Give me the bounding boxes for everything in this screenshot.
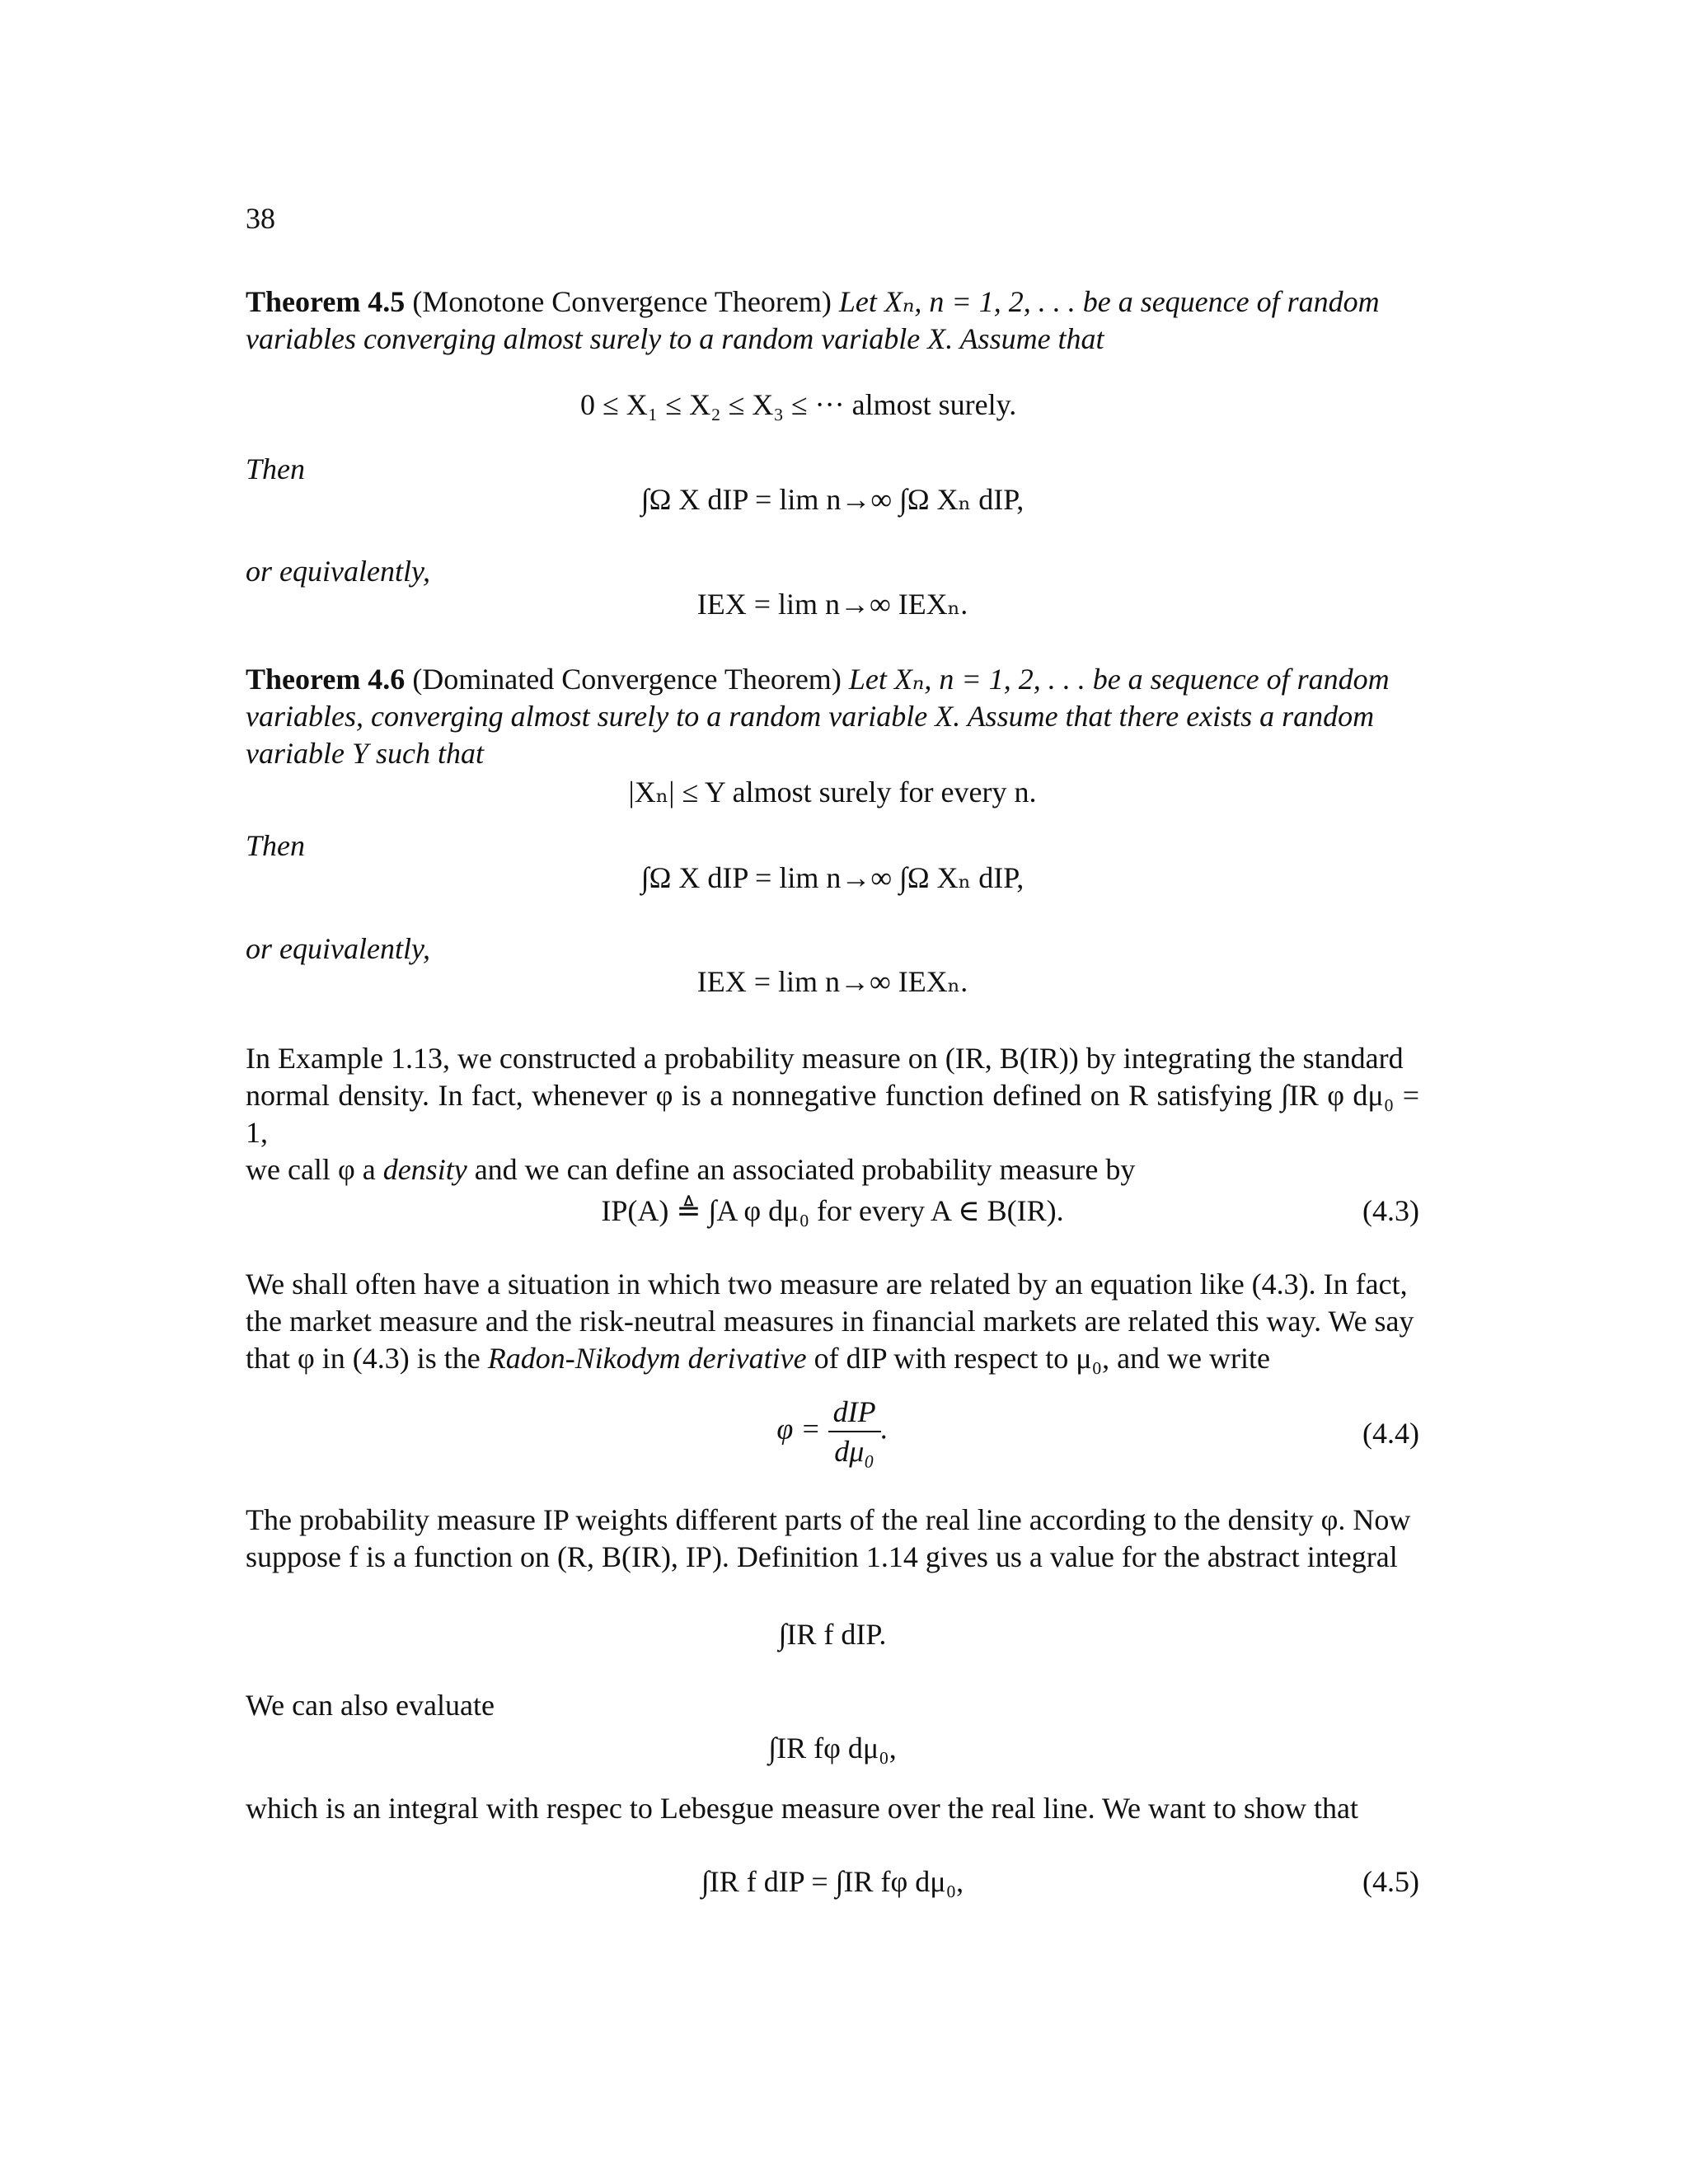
equation-4-4-lhs: φ =: [776, 1412, 821, 1446]
abstract-integral-line2: suppose f is a function on (R, B(IR), IP). Definition 1.14 gives us a value for the abstract integral: [246, 1540, 1398, 1573]
also-evaluate-text: We can also evaluate: [246, 1689, 495, 1722]
density-paragraph-line1: In Example 1.13, we constructed a probability measure on (IR, B(IR)) by integrating the standard: [246, 1042, 1404, 1075]
equation-4-4-number: (4.4): [1362, 1417, 1419, 1450]
density-paragraph-line3-post: and we can define an associated probability measure by: [474, 1153, 1136, 1186]
radon-nikodym-line3-pre: that φ in (4.3) is the: [246, 1342, 481, 1375]
theorem-4-6-then: Then: [246, 829, 305, 862]
equation-4-4-fraction: [828, 1393, 881, 1470]
theorem-4-5-line2: variables converging almost surely to a random variable X. Assume that: [246, 322, 1104, 355]
density-paragraph-line2: normal density. In fact, whenever φ is a nonnegative function defined on R satisfying ∫IR φ dμ₀ = 1,: [246, 1079, 1419, 1149]
equation-4-5-number: (4.5): [1362, 1865, 1419, 1898]
theorem-4-5-line1: Let Xₙ, n = 1, 2, . . . be a sequence of random: [838, 285, 1380, 318]
abstract-integral-equation: ∫IR f dIP.: [778, 1618, 887, 1651]
theorem-4-6-or-equivalently: or equivalently,: [246, 932, 430, 965]
density-paragraph-line3-pre: we call φ a: [246, 1153, 376, 1186]
theorem-4-5-then: Then: [246, 452, 305, 485]
theorem-4-6-line2: variables, converging almost surely to a random variable X. Assume that there exists a random: [246, 700, 1375, 733]
theorem-4-6-title: (Dominated Convergence Theorem): [412, 663, 842, 696]
equation-4-4-denominator: dμ₀: [834, 1435, 874, 1468]
theorem-4-6-statement: [246, 661, 1419, 772]
theorem-4-5-expectation-equation: IEX = lim n→∞ IEXₙ.: [696, 588, 968, 621]
theorem-4-5-or-equivalently: or equivalently,: [246, 555, 430, 588]
density-term: density: [382, 1153, 467, 1186]
equation-4-5: ∫IR f dIP = ∫IR fφ dμ₀,: [701, 1865, 964, 1898]
theorem-4-5-statement: [246, 284, 1419, 358]
lebesgue-integral-equation: ∫IR fφ dμ₀,: [768, 1732, 897, 1765]
lebesgue-paragraph: which is an integral with respec to Lebesgue measure over the real line. We want to show that: [246, 1792, 1358, 1825]
abstract-integral-line1: The probability measure IP weights different parts of the real line according to the density φ. Now: [246, 1503, 1411, 1536]
theorem-4-6-label: Theorem 4.6: [246, 663, 406, 696]
page-number: 38: [246, 202, 275, 235]
radon-nikodym-term: Radon-Nikodym derivative: [487, 1342, 807, 1375]
theorem-4-6-line1: Let Xₙ, n = 1, 2, . . . be a sequence of random: [848, 663, 1390, 696]
monotone-chain-equation: 0 ≤ X₁ ≤ X₂ ≤ X₃ ≤ ··· almost surely.: [580, 388, 1017, 421]
equation-4-3-number: (4.3): [1362, 1194, 1419, 1227]
theorem-4-5-integral-equation: ∫Ω X dIP = lim n→∞ ∫Ω Xₙ dIP,: [640, 483, 1025, 516]
density-paragraph: [246, 1040, 1419, 1188]
theorem-4-6-expectation-equation: IEX = lim n→∞ IEXₙ.: [696, 965, 968, 998]
radon-nikodym-line3-post: of dIP with respect to μ₀, and we write: [814, 1342, 1271, 1375]
equation-4-4: φ = $\frac{\text{dIP}}{\text{dμ₀}}$ .: [246, 1393, 1419, 1470]
equation-4-4-numerator: dIP: [828, 1393, 881, 1432]
radon-nikodym-paragraph: [246, 1266, 1419, 1377]
theorem-4-5-title: (Monotone Convergence Theorem): [412, 285, 832, 318]
dominating-bound-equation: |Xₙ| ≤ Y almost surely for every n.: [628, 776, 1037, 808]
abstract-integral-paragraph: [246, 1502, 1419, 1576]
radon-nikodym-line2: the market measure and the risk-neutral measures in financial markets are related this way. We say: [246, 1305, 1414, 1338]
theorem-4-5-label: Theorem 4.5: [246, 285, 406, 318]
theorem-4-6-line3: variable Y such that: [246, 737, 484, 770]
theorem-4-6-integral-equation: ∫Ω X dIP = lim n→∞ ∫Ω Xₙ dIP,: [640, 861, 1025, 894]
equation-4-3: IP(A) ≜ ∫A φ dμ₀ for every A ∈ B(IR).: [601, 1194, 1064, 1227]
radon-nikodym-line1: We shall often have a situation in which two measure are related by an equation like (4.3). In fact,: [246, 1268, 1408, 1301]
